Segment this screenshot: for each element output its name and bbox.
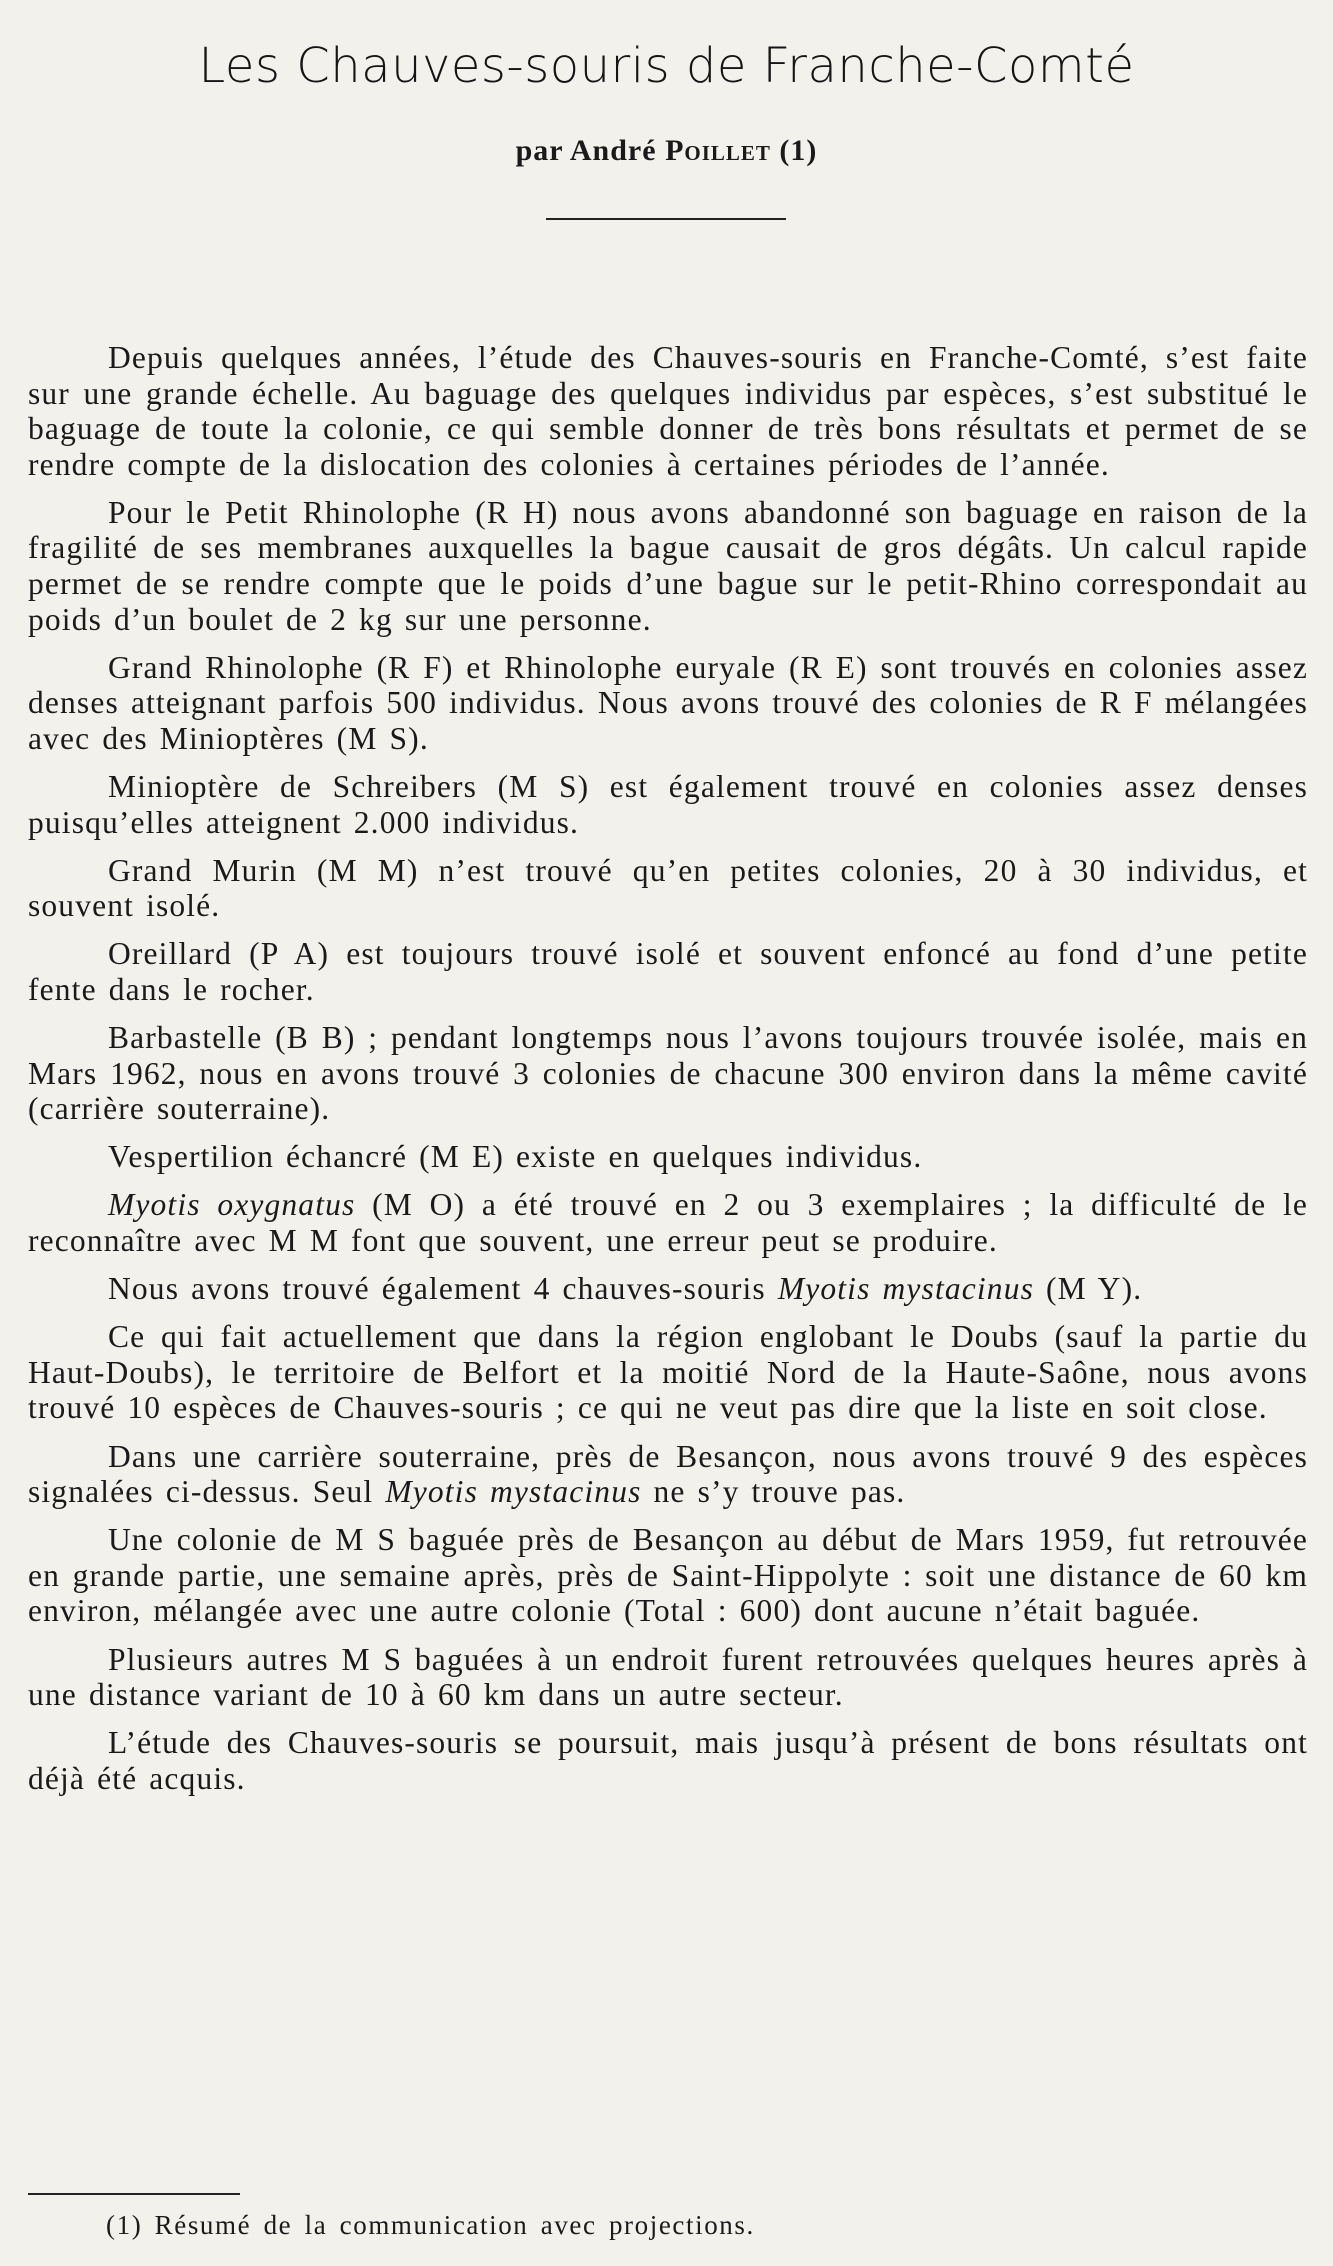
species-name: Myotis oxygnatus bbox=[108, 1187, 356, 1223]
paragraph: Pour le Petit Rhinolophe (R H) nous avons abandonné son baguage en raison de la fragilité de ses membranes auxquelles la bague causait de gros dégâts. Un calcul rapide permet de se rendre compte que le poids d’une bague sur le petit-Rhino correspondait au poids d’un boulet de 2 kg sur une personne. bbox=[28, 494, 1308, 637]
paragraph: Grand Murin (M M) n’est trouvé qu’en petites colonies, 20 à 30 individus, et souvent isolé. bbox=[28, 852, 1308, 924]
paragraph: Dans une carrière souterraine, près de Besançon, nous avons trouvé 9 des espèces signalées ci-dessus. Seul Myotis mystacinus ne s’y trouve pas. bbox=[28, 1438, 1308, 1510]
paragraph: Nous avons trouvé également 4 chauves-souris Myotis mystacinus (M Y). bbox=[108, 1271, 1143, 1307]
paragraph: Une colonie de M S baguée près de Besançon au début de Mars 1959, fut retrouvée en grande partie, une semaine après, près de Saint-Hippolyte : soit une distance de 60 km environ, mélangée avec une autre colonie (Total : 600) dont aucune n’était baguée. bbox=[28, 1522, 1308, 1629]
footnote: (1) Résumé de la communication avec projections. bbox=[106, 2210, 755, 2240]
byline-prefix: par André bbox=[515, 134, 666, 167]
author-surname: Poillet bbox=[665, 134, 771, 167]
article-body bbox=[28, 340, 1308, 1809]
article-title: Les Chauves-souris de Franche-Comté bbox=[198, 38, 1135, 94]
paragraph: Depuis quelques années, l’étude des Chauves-souris en Franche-Comté, s’est faite sur une grande échelle. Au baguage des quelques individus par espèces, s’est substitué le baguage de toute la colonie, ce qui semble donner de très bons résultats et permet de se rendre compte de la dislocation des colonies à certaines périodes de l’année. bbox=[28, 340, 1308, 482]
paragraph: Minioptère de Schreibers (M S) est également trouvé en colonies assez denses puisqu’elles atteignent 2.000 individus. bbox=[28, 769, 1308, 840]
paragraph: Plusieurs autres M S baguées à un endroit furent retrouvées quelques heures après à une distance variant de 10 à 60 km dans un autre secteur. bbox=[28, 1641, 1308, 1713]
species-name: Myotis mystacinus bbox=[385, 1474, 642, 1510]
paragraph: L’étude des Chauves-souris se poursuit, mais jusqu’à présent de bons résultats ont déjà été acquis. bbox=[28, 1725, 1308, 1796]
paragraph: Ce qui fait actuellement que dans la région englobant le Doubs (sauf la partie du Haut-Doubs), le territoire de Belfort et la moitié Nord de la Haute-Saône, nous avons trouvé 10 espèces de Chauves-souris ; ce qui ne veut pas dire que la liste en soit close. bbox=[28, 1319, 1308, 1426]
paragraph: Barbastelle (B B) ; pendant longtemps nous l’avons toujours trouvée isolée, mais en Mars 1962, nous en avons trouvé 3 colonies de chacune 300 environ dans la même cavité (carrière souterraine). bbox=[28, 1020, 1308, 1127]
paragraph: Oreillard (P A) est toujours trouvé isolé et souvent enfoncé au fond d’une petite fente dans le rocher. bbox=[28, 936, 1308, 1007]
author-byline bbox=[0, 134, 1333, 168]
paragraph: Myotis oxygnatus (M O) a été trouvé en 2 ou 3 exemplaires ; la difficulté de le reconnaître avec M M font que souvent, une erreur peut se produire. bbox=[28, 1187, 1308, 1259]
species-name: Myotis mystacinus bbox=[777, 1271, 1034, 1307]
footnote-divider bbox=[28, 2193, 240, 2195]
byline-footnote-ref: (1) bbox=[770, 134, 818, 167]
paragraph: Grand Rhinolophe (R F) et Rhinolophe euryale (R E) sont trouvés en colonies assez denses atteignant parfois 500 individus. Nous avons trouvé des colonies de R F mélangées avec des Minioptères (M S). bbox=[28, 649, 1308, 756]
title-divider bbox=[546, 218, 786, 220]
paragraph: Vespertilion échancré (M E) existe en quelques individus. bbox=[108, 1139, 923, 1175]
